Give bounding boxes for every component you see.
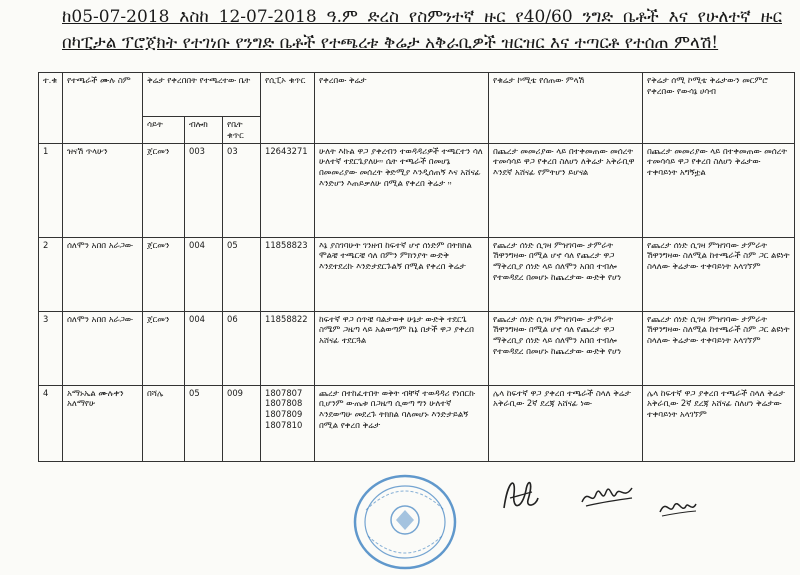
header-block: ብሎክ <box>185 117 223 144</box>
header-receipt: የሲፒኦ ቁጥር <box>261 73 315 144</box>
cell-name: አማኑኤል ሙሉቀን አለማየሁ <box>63 385 143 461</box>
table-row <box>39 385 795 461</box>
cell-receipt: 11858822 <box>261 311 315 385</box>
header-committee-response: የቁሬታ ኮሚቴ የሰጠው ምላሽ <box>489 73 643 144</box>
header-no: ተ.ቁ <box>39 73 63 144</box>
cell-name: ሰለሞን አበበ አራጋው <box>63 311 143 385</box>
document-title: ከ05-07-2018 እስከ 12-07-2018 ዓ.ም ድረስ የስምንተኛ ዙር የ40/60 ንግድ ቤቶች እና የሁለተኛ ዙር በካፒታል ፕሮጀክት የተገነቡ የንግድ ቤቶች የተጫረቱ ቅሬታ አቅራቢዎች ዝርዝር እና ተጣርቶ የተሰጠ ምላሽ! <box>62 7 782 53</box>
cell-board-decision: የጨረታ ሰነድ ሲገዛ ምዝገባው ታምራት ሽዋንግዛው ስለሚል ከተጫራች ስም ጋር ልዩነት ስላለው ቅሬታው ተቀባይነት አላገኘም <box>643 311 795 385</box>
cell-site: ጀርመን <box>143 237 185 311</box>
cell-site: በሻሌ <box>143 385 185 461</box>
cell-complaint: ከፍተኛ ዋጋ ሰጥቼ ባልታወቀ ሁኔታ ውድቅ ተደርጌ ስሜም ጋዜጣ ላይ አልወጣም ኬኔ በታች ዋጋ ያቀረበ አሸናፊ ተደርጓል <box>315 311 489 385</box>
table-row <box>39 237 795 311</box>
cell-complaint: ሁለት እኩል ዋጋ ያቀረብን ተወዳዳሪዎች ተጫርተን ሳለ ሁለተኛ ተደርጌያለሁ። ሴት ተጫራች በመሆኔ በመመሪያው መሰረት ቅድሚያ እንዲሰጠኝ እና አሸናፊ እንድሆን እጠይቃለሁ በሚል የቀረበ ቅሬታ ። <box>315 143 489 237</box>
header-board-decision: የቅሬታ ሰሚ ኮሚቴ ቅሬታውን መርምሮ የቀረበው የውሳኔ ሀሳብ <box>643 73 795 144</box>
cell-board-decision: በጨረታ መመሪያው ላይ በተቀመጠው መሰረት ተመሳሳይ ዋጋ የቀረበ ስለሆነ ቅሬታው ተቀባይነት አግኝቷል <box>643 143 795 237</box>
cell-no: 2 <box>39 237 63 311</box>
receipt-number: 1807809 <box>265 409 303 419</box>
receipt-number: 1807807 <box>265 387 303 398</box>
receipt-number: 1807810 <box>265 419 303 430</box>
cell-complaint: ጨረታ በተከፈተበት ወቅት ብቸኛ ተወዳዳሪ የነበርኩ ቢሆንም ውጤቱ በጋዜጣ ሲወጣ ግን ሁለተኛ እንደወጣሁ መደረጉ ትክክል ባለመሆኑ እንድታይልኝ በሚል የቀረበ ቅሬታ <box>315 385 489 461</box>
header-name: የተጫራች ሙሉ ስም <box>63 73 143 144</box>
cell-name: ሰለሞን አበበ አራጋው <box>63 237 143 311</box>
cell-committee-response: የጨረታ ሰነድ ሲገዛ ምዝገባው ታምራት ሽዋንግዛው በሚል ሆኖ ሳለ የጨረታ ዋጋ ማቅረቢያ ሰነድ ላይ ሰለሞን አበበ ተብሎ የተወዳደረ በመሆኑ ከጨረታው ውድቅ የሆነ <box>489 311 643 385</box>
cell-site: ጀርመን <box>143 143 185 237</box>
header-row <box>39 73 795 117</box>
cell-committee-response: ሌላ ከፍተኛ ዋጋ ያቀረበ ተጫራች ስላለ ቅሬታ አቅራቢው 2ኛ ደረጃ አሸናፊ ነው <box>489 385 643 461</box>
table-row <box>39 311 795 385</box>
cell-block: 003 <box>185 143 223 237</box>
header-complaint: የቀረበው ቅሬታ <box>315 73 489 144</box>
cell-complaint: እኔ ያስገባሁት ገንዘብ ከፍተኛ ሆኖ ሰነድም በትክክል ሞልቼ ተጫርቼ ሳለ በምን ምክንያት ውድቅ እንደተደረኩ እንድታደርጉልኝ በሚል የቀረበ ቅሬታ <box>315 237 489 311</box>
cell-board-decision: የጨረታ ሰነድ ሲገዛ ምዝገባው ታምራት ሽዋንግዛው ስለሚል ከተጫራች ስም ጋር ልዩነት ስላለው ቅሬታው ተቀባይነት አላገኘም <box>643 237 795 311</box>
cell-no: 3 <box>39 311 63 385</box>
signature-2 <box>578 480 636 514</box>
receipt-number: 1807808 <box>265 398 303 409</box>
cell-committee-response: በጨረታ መመሪያው ላይ በተቀመጠው መሰረት ተመሳሳይ ዋጋ የቀረበ ስለሆነ ለቅሬታ አቅራቢዋ እንደኛ አሸናፊ የምትሆን ይሆናል <box>489 143 643 237</box>
cell-name: ዝናሽ ጥላሁን <box>63 143 143 237</box>
cell-house-no: 06 <box>223 311 261 385</box>
cell-house-no: 03 <box>223 143 261 237</box>
table-row <box>39 143 795 237</box>
header-site: ሳይት <box>143 117 185 144</box>
cell-committee-response: የጨረታ ሰነድ ሲገዛ ምዝገባው ታምራት ሽዋንግዛው በሚል ሆኖ ሳለ የጨረታ ዋጋ ማቅረቢያ ሰነድ ላይ ሰለሞን አበበ ተብሎ የተወዳደረ በመሆኑ ከጨረታው ውድቅ የሆነ <box>489 237 643 311</box>
cell-block: 004 <box>185 311 223 385</box>
signature-1 <box>498 470 542 518</box>
cell-board-decision: ሌላ ከፍተኛ ዋጋ ያቀረበ ተጫራች ስላለ ቅሬታ አቅራቢው 2ኛ ደረጃ አሸናፊ ስለሆነ ቅሬታው ተቀባይነት አላገኘም <box>643 385 795 461</box>
cell-block: 05 <box>185 385 223 461</box>
cell-site: ጀርመን <box>143 311 185 385</box>
signature-3 <box>656 494 700 522</box>
cell-house-no: 05 <box>223 237 261 311</box>
cell-block: 004 <box>185 237 223 311</box>
complaints-table <box>38 72 795 462</box>
cell-no: 4 <box>39 385 63 461</box>
cell-receipts <box>261 385 315 461</box>
official-stamp <box>346 470 464 570</box>
cell-receipt: 12643271 <box>261 143 315 237</box>
header-house-no: የቤት ቁጥር <box>223 117 261 144</box>
cell-receipt: 11858823 <box>261 237 315 311</box>
cell-no: 1 <box>39 143 63 237</box>
cell-house-no: 009 <box>223 385 261 461</box>
header-house-group: ቅሬታ የቀረበበት የተጫረተው ቤት <box>143 73 261 117</box>
